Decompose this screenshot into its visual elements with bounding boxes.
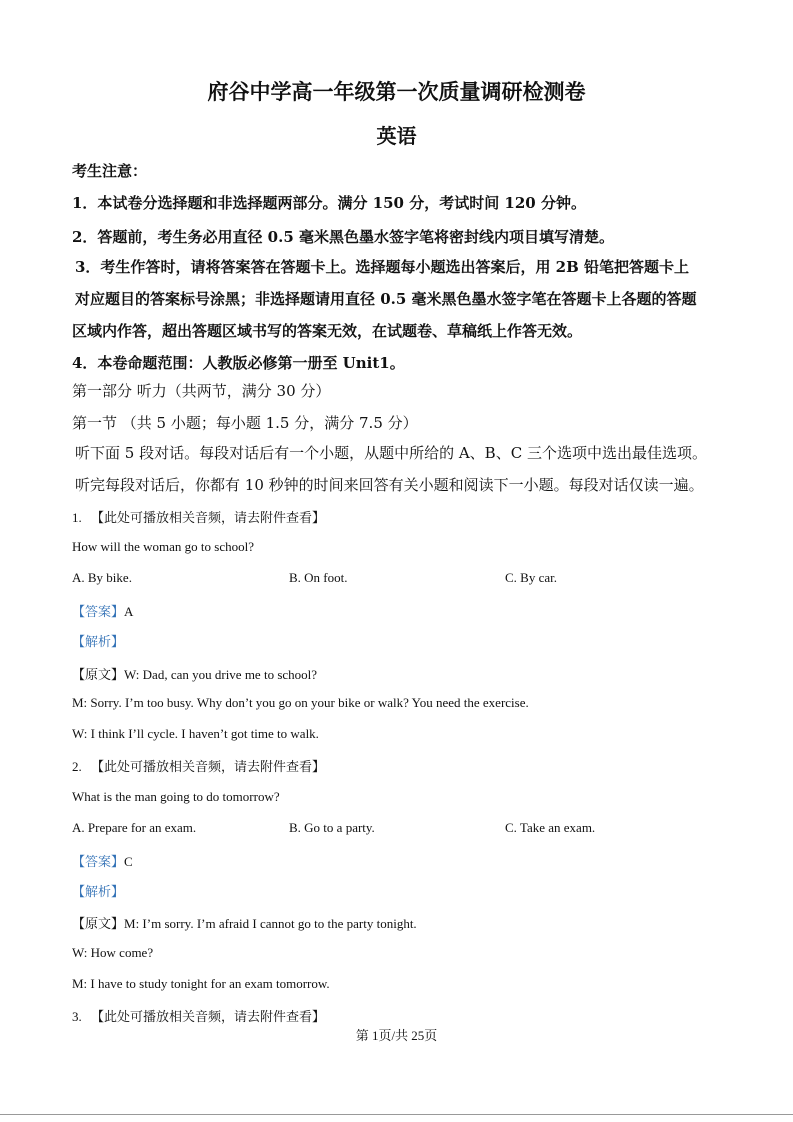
- exam-title: 府谷中学高一年级第一次质量调研检测卷: [207, 79, 586, 104]
- q1-dialogue-line-3: W: I think I’ll cycle. I haven’t got time to walk.: [72, 726, 319, 741]
- q2-option-c: C. Take an exam.: [505, 820, 596, 835]
- q1-option-a: A. By bike.: [72, 570, 132, 585]
- q1-original-text: W: Dad, can you drive me to school?: [124, 667, 318, 682]
- q2-answer-label: 【答案】: [72, 854, 125, 869]
- notice-item-3: 3．考生作答时，请将答案答在答题卡上。选择题每小题选出答案后，用 2B 铅笔把答题卡上: [75, 258, 690, 276]
- q1-original-label: 【原文】: [72, 667, 125, 682]
- q1-option-b: B. On foot.: [289, 570, 348, 585]
- q1-audio[interactable]: [72, 507, 325, 526]
- notice-item-1: 1．本试卷分选择题和非选择题两部分。满分 150 分，考试时间 120 分钟。: [72, 194, 586, 212]
- q2-original-text: M: I’m sorry. I’m afraid I cannot go to the party tonight.: [124, 916, 417, 931]
- q2-option-b: B. Go to a party.: [289, 820, 375, 835]
- q2-original: [72, 913, 417, 932]
- q2-analysis-label: 【解析】: [72, 884, 125, 899]
- q1-answer: [72, 601, 133, 620]
- instruction-line-2: 听完每段对话后，你都有 10 秒钟的时间来回答有关小题和阅读下一小题。每段对话仅读一遍。: [75, 476, 704, 494]
- q1-original: [72, 664, 317, 683]
- q1-dialogue-line-2: M: Sorry. I’m too busy. Why don’t you go on your bike or walk? You need the exercise.: [72, 695, 529, 710]
- instruction-line-1: 听下面 5 段对话。每段对话后有一个小题，从题中所给的 A、B、C 三个选项中选出最佳选项。: [75, 444, 707, 462]
- notice-item-4: 4．本卷命题范围：人教版必修第一册至 Unit1。: [72, 354, 405, 372]
- notice-item-2: 2．答题前，考生务必用直径 0.5 毫米黑色墨水签字笔将密封线内项目填写清楚。: [72, 228, 614, 246]
- q1-question: How will the woman go to school?: [72, 539, 254, 554]
- q2-dialogue-line-3: M: I have to study tonight for an exam tomorrow.: [72, 976, 330, 991]
- q2-dialogue-line-2: W: How come?: [72, 945, 154, 960]
- q1-option-c: C. By car.: [505, 570, 557, 585]
- q2-question: What is the man going to do tomorrow?: [72, 789, 280, 804]
- q2-option-a: A. Prepare for an exam.: [72, 820, 197, 835]
- q1-answer-value: A: [124, 604, 134, 619]
- bottom-divider: [0, 1114, 793, 1115]
- section1-heading: 第一节 （共 5 小题；每小题 1.5 分，满分 7.5 分）: [72, 414, 418, 432]
- q2-answer: [72, 851, 133, 870]
- q2-audio[interactable]: [72, 756, 325, 775]
- notice-item-3-cont: 对应题目的答案标号涂黑；非选择题请用直径 0.5 毫米黑色墨水签字笔在答题卡上各题的答题: [75, 290, 697, 308]
- q3-audio-note: 【此处可播放相关音频，请去附件查看】: [91, 1009, 326, 1024]
- q2-original-label: 【原文】: [72, 916, 125, 931]
- q3-number: 3.: [72, 1009, 82, 1024]
- q1-audio-note: 【此处可播放相关音频，请去附件查看】: [91, 510, 326, 525]
- q2-answer-value: C: [124, 854, 133, 869]
- q3-audio[interactable]: [72, 1006, 325, 1025]
- q1-answer-label: 【答案】: [72, 604, 125, 619]
- q1-analysis-label: 【解析】: [72, 634, 125, 649]
- q2-audio-note: 【此处可播放相关音频，请去附件查看】: [91, 759, 326, 774]
- q2-number: 2.: [72, 759, 82, 774]
- page-number: 第 1页/共 25页: [355, 1028, 438, 1043]
- exam-subject: 英语: [376, 124, 417, 148]
- notice-item-3-cont2: 区域内作答，超出答题区域书写的答案无效，在试题卷、草稿纸上作答无效。: [72, 322, 583, 340]
- q1-number: 1.: [72, 510, 82, 525]
- part1-heading: 第一部分 听力（共两节，满分 30 分）: [72, 382, 331, 400]
- notice-heading: 考生注意：: [72, 162, 148, 180]
